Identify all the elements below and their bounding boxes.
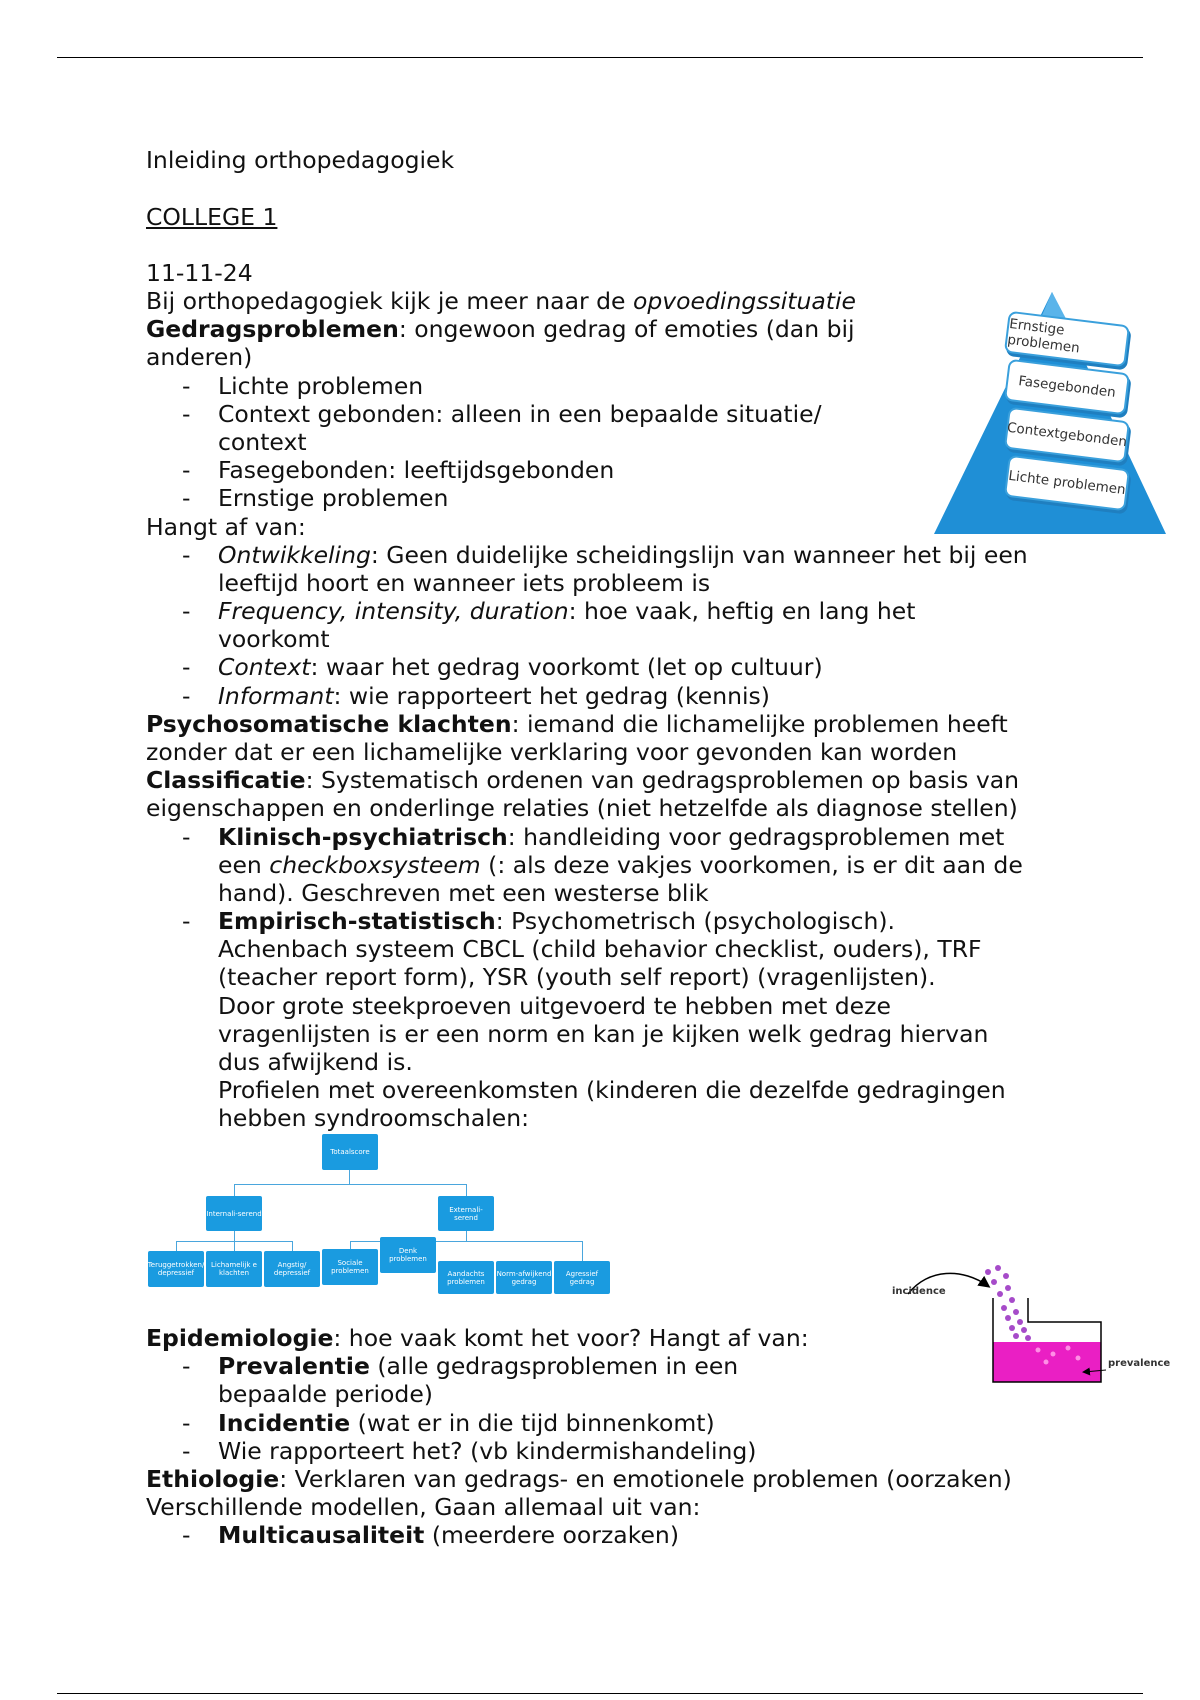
factor-cont: leeftijd hoort en wanneer iets probleem is <box>218 569 711 597</box>
emp-text: Achenbach systeem CBCL (child behavior checklist, ouders), TRF <box>218 935 982 963</box>
gedrag-term: Gedragsproblemen <box>146 315 399 343</box>
type-item: Ernstige problemen <box>218 484 449 512</box>
org-leaf: Teruggetrokken/ depressief <box>148 1251 204 1287</box>
org-leaf: Sociale problemen <box>322 1249 378 1285</box>
emp-line: Empirisch-statistisch: Psychometrisch (psychologisch). <box>218 907 896 935</box>
multi-line: Multicausaliteit (meerdere oorzaken) <box>218 1521 679 1549</box>
factor-item: Frequency, intensity, duration: hoe vaak, heftig en lang het <box>218 597 916 625</box>
gedrag-def: : ongewoon gedrag of emoties (dan bij <box>398 315 855 343</box>
inc-line: Incidentie (wat er in die tijd binnenkomt) <box>218 1409 715 1437</box>
gedrag-cont: anderen) <box>146 343 253 371</box>
org-leaf: Norm-afwijkend gedrag <box>496 1261 552 1294</box>
emp-text: Profielen met overeenkomsten (kinderen die dezelfde gedragingen <box>218 1076 1006 1104</box>
factor-cont: voorkomt <box>218 625 330 653</box>
college-heading: COLLEGE 1 <box>146 203 278 231</box>
class-line: Classificatie: Systematisch ordenen van gedragsproblemen op basis van <box>146 766 1020 794</box>
emp-text: (teacher report form), YSR (youth self report) (vragenlijsten). <box>218 963 936 991</box>
date: 11-11-24 <box>146 259 253 287</box>
org-leaf: Denk problemen <box>380 1237 436 1273</box>
intro-line <box>146 287 856 315</box>
factor-item: Context: waar het gedrag voorkomt (let op cultuur) <box>218 653 823 681</box>
multi-term: Multicausaliteit <box>218 1521 425 1549</box>
prev-line: Prevalentie (alle gedragsproblemen in een <box>218 1352 739 1380</box>
org-leaf: Angstig/ depressief <box>264 1251 320 1287</box>
emp-text: dus afwijkend is. <box>218 1048 413 1076</box>
type-item-cont: context <box>218 428 307 456</box>
factor-item: Ontwikkeling: Geen duidelijke scheidingslijn van wanneer het bij een <box>218 541 1028 569</box>
pyramid-level: Ernstige problemen <box>1004 311 1130 368</box>
hangt-af: Hangt af van: <box>146 513 306 541</box>
syndrome-chart <box>146 1134 616 1294</box>
org-leaf: Agressief gedrag <box>554 1261 610 1294</box>
factor-term: Frequency, intensity, duration <box>218 597 569 625</box>
emp-text: Door grote steekproeven uitgevoerd te hebben met deze <box>218 992 891 1020</box>
org-mid: Externali-serend <box>438 1196 494 1231</box>
class-cont: eigenschappen en onderlinge relaties (niet hetzelfde als diagnose stellen) <box>146 794 1018 822</box>
psycho-term: Psychosomatische klachten <box>146 710 512 738</box>
klin-line3: hand). Geschreven met een westerse blik <box>218 879 709 907</box>
type-item: Lichte problemen <box>218 372 424 400</box>
doc-title: Inleiding orthopedagogiek <box>146 146 455 174</box>
klin-line2: een checkboxsysteem (: als deze vakjes voorkomen, is er dit aan de <box>218 851 1023 879</box>
org-leaf: Aandachts problemen <box>438 1261 494 1294</box>
klin-line: Klinisch-psychiatrisch: handleiding voor gedragsproblemen met <box>218 823 1005 851</box>
gedrag-line <box>146 315 855 343</box>
incidence-label: incidence <box>892 1286 946 1297</box>
klin-term: Klinisch-psychiatrisch <box>218 823 508 851</box>
prev-term: Prevalentie <box>218 1352 370 1380</box>
pyramid-level: Fasegebonden <box>1004 359 1130 416</box>
psycho-line: Psychosomatische klachten: iemand die lichamelijke problemen heeft <box>146 710 1008 738</box>
eth-line: Ethiologie: Verklaren van gedrags- en emotionele problemen (oorzaken) <box>146 1465 1012 1493</box>
org-leaf: Lichamelijk e klachten <box>206 1251 262 1287</box>
eth-term: Ethiologie <box>146 1465 280 1493</box>
inc-term: Incidentie <box>218 1409 351 1437</box>
top-rule <box>57 57 1143 58</box>
org-mid: Internali-serend <box>206 1196 262 1231</box>
intro-text: Bij orthopedagogiek kijk je meer naar de <box>146 287 633 315</box>
pyramid-level: Lichte problemen <box>1004 455 1130 512</box>
epi-line: Epidemiologie: hoe vaak komt het voor? Hangt af van: <box>146 1324 809 1352</box>
factor-term: Ontwikkeling <box>218 541 371 569</box>
psycho-cont: zonder dat er een lichamelijke verklaring voor gevonden kan worden <box>146 738 958 766</box>
incidence-prevalence-figure <box>888 1258 1178 1388</box>
models-line: Verschillende modellen, Gaan allemaal uit van: <box>146 1493 701 1521</box>
epi-term: Epidemiologie <box>146 1324 334 1352</box>
emp-term: Empirisch-statistisch <box>218 907 496 935</box>
class-term: Classificatie <box>146 766 306 794</box>
pyramid-level: Contextgebonden <box>1004 407 1130 464</box>
factor-term: Informant <box>218 682 334 710</box>
intro-emphasis: opvoedingssituatie <box>632 287 856 315</box>
emp-text: hebben syndroomschalen: <box>218 1104 530 1132</box>
prev-cont: bepaalde periode) <box>218 1380 433 1408</box>
type-item: Context gebonden: alleen in een bepaalde situatie/ <box>218 400 822 428</box>
prevalence-label: prevalence <box>1108 1358 1171 1369</box>
wie-line: Wie rapporteert het? (vb kindermishandeling) <box>218 1437 757 1465</box>
org-top: Totaalscore <box>322 1134 378 1170</box>
pyramid-figure <box>934 288 1170 538</box>
bottom-rule <box>57 1693 1143 1694</box>
factor-item: Informant: wie rapporteert het gedrag (kennis) <box>218 682 770 710</box>
emp-text: vragenlijsten is er een norm en kan je kijken welk gedrag hiervan <box>218 1020 989 1048</box>
factor-term: Context <box>218 653 311 681</box>
type-item: Fasegebonden: leeftijdsgebonden <box>218 456 615 484</box>
